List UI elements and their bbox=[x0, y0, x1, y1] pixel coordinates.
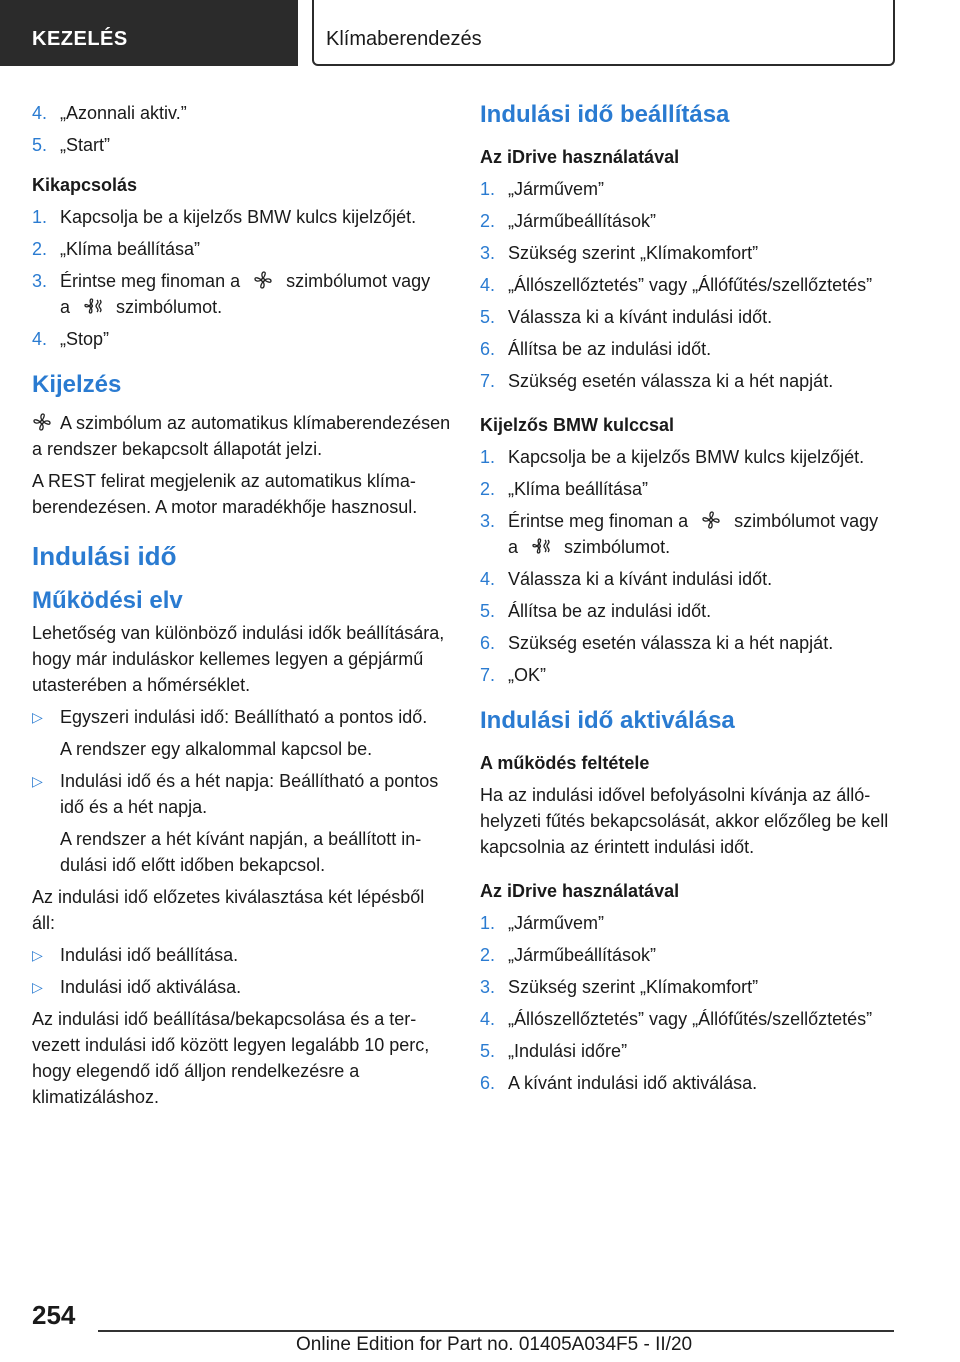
paragraph: Ha az indulási idővel befolyásolni kívánja az állóhelyzeti fűtés bekapcsolását, akkor előzőleg be kell kapcsolnia az érintett indulási időt. bbox=[480, 785, 889, 857]
list-item bbox=[480, 176, 900, 202]
list-text: „Járműbeállítások” bbox=[508, 945, 657, 965]
list-number: 5. bbox=[480, 601, 496, 621]
list-number: 1. bbox=[480, 179, 496, 199]
paragraph: A rendszer a hét kívánt napján, a beállított indulási idő előtt időben bekapcsol. bbox=[60, 829, 422, 875]
list-text: „OK” bbox=[508, 665, 546, 685]
list-number: 5. bbox=[480, 307, 496, 327]
list-item: ▷ Indulási idő beállítása. bbox=[32, 942, 452, 968]
list-number: 4. bbox=[480, 569, 496, 589]
list-text: Szükség szerint „Klímakomfort” bbox=[508, 243, 759, 263]
list-item bbox=[480, 240, 900, 266]
list-text: „Állószellőztetés” vagy „Állófűtés/szellőztetés” bbox=[508, 275, 873, 295]
left-column bbox=[32, 100, 452, 1116]
triangle-bullet-icon: ▷ bbox=[32, 773, 43, 789]
paragraph: A REST felirat megjelenik az automatikus klímaberendezésen. A motor maradékhője hasznosul. bbox=[32, 471, 418, 517]
list-item: ▷ Indulási idő aktiválása. bbox=[32, 974, 452, 1000]
kijelzes-heading: Kijelzés bbox=[32, 371, 122, 398]
list-item: 1. Kapcsolja be a kijelzős BMW kulcs kijelzőjét. bbox=[32, 207, 417, 227]
list-item: 4. „Stop” bbox=[32, 329, 110, 349]
list-item: ▷ Indulási idő és a hét napja: Beállítható a pontos idő és a hét napja. bbox=[32, 768, 452, 820]
paragraph: Az indulási idő előzetes kiválasztása két lépésből áll: bbox=[32, 887, 425, 933]
list-item bbox=[480, 566, 900, 592]
idrive-heading: Az iDrive használatával bbox=[480, 147, 680, 167]
list-text: Állítsa be az indulási időt. bbox=[508, 601, 712, 621]
paragraph: A szimbólum az automatikus klímaberendezésen a rendszer bekapcsolt állapotát jelzi. bbox=[32, 413, 451, 459]
idrive2-heading: Az iDrive használatával bbox=[480, 881, 680, 901]
idrive-list bbox=[480, 176, 900, 394]
right-column bbox=[480, 100, 900, 1102]
list-item bbox=[480, 662, 900, 688]
footer-divider bbox=[98, 1330, 894, 1332]
list-item: 4. „Azonnali aktiv.” bbox=[32, 103, 187, 123]
fan-icon bbox=[32, 412, 52, 432]
list-text: „Járművem” bbox=[508, 179, 605, 199]
list-item: 1. Kapcsolja be a kijelzős BMW kulcs kijelzőjét. bbox=[480, 447, 865, 467]
list-text: „Járművem” bbox=[508, 913, 605, 933]
list-item: 2. „Klíma beállítása” bbox=[32, 239, 201, 259]
list-text: Szükség szerint „Klímakomfort” bbox=[508, 977, 759, 997]
list-text: Válassza ki a kívánt indulási időt. bbox=[508, 307, 773, 327]
list-text: Válassza ki a kívánt indulási időt. bbox=[508, 569, 773, 589]
list-item bbox=[480, 1006, 900, 1032]
feltetel-heading: A működés feltétele bbox=[480, 753, 650, 773]
list-number: 7. bbox=[480, 371, 496, 391]
indulasi-ido-heading: Indulási idő bbox=[32, 541, 177, 571]
kulcs-list bbox=[480, 566, 900, 688]
list-item: 5. „Start” bbox=[32, 135, 111, 155]
idrive2-list bbox=[480, 910, 900, 1096]
list-item bbox=[480, 910, 900, 936]
list-item: ▷ Egyszeri indulási idő: Beállítható a pontos idő. bbox=[32, 704, 452, 730]
paragraph: A rendszer egy alkalommal kapcsol be. bbox=[60, 739, 373, 759]
footer-edition: Online Edition for Part no. 01405A034F5 - II/20 bbox=[296, 1334, 693, 1355]
list-item: 3. Érintse meg finoman a szimbólumot vagy a szimbólumot. bbox=[480, 511, 879, 557]
list-number: 1. bbox=[480, 913, 496, 933]
fan-icon bbox=[701, 510, 721, 530]
aktivalasa-heading: Indulási idő aktiválása bbox=[480, 707, 735, 734]
kulcs-heading: Kijelzős BMW kulccsal bbox=[480, 415, 675, 435]
list-item bbox=[480, 272, 900, 298]
list-number: 7. bbox=[480, 665, 496, 685]
list-number: 6. bbox=[480, 633, 496, 653]
list-item bbox=[480, 1038, 900, 1064]
list-number: 2. bbox=[480, 945, 496, 965]
list-text: „Állószellőztetés” vagy „Állófűtés/szellőztetés” bbox=[508, 1009, 873, 1029]
triangle-bullet-icon: ▷ bbox=[32, 979, 43, 995]
list-item bbox=[480, 304, 900, 330]
section-header: KEZELÉS bbox=[0, 0, 298, 66]
list-item: 3. Érintse meg finoman a szimbólumot vagy a szimbólumot. bbox=[32, 271, 431, 317]
triangle-bullet-icon: ▷ bbox=[32, 709, 43, 725]
list-number: 4. bbox=[480, 1009, 496, 1029]
list-text: Szükség esetén válassza ki a hét napját. bbox=[508, 633, 834, 653]
list-item bbox=[480, 336, 900, 362]
paragraph: Az indulási idő beállítása/bekapcsolása és a tervezett indulási idő között legyen legalább 10 perc, hogy elegendő idő álljon rendelkezésre a klimatizáláshoz. bbox=[32, 1009, 430, 1107]
beallitasa-heading: Indulási idő beállítása bbox=[480, 101, 730, 128]
list-item bbox=[480, 974, 900, 1000]
paragraph: Lehetőség van különböző indulási idők beállítására, hogy már induláskor kellemes legyen a gépjármű utasterében a hőmérséklet. bbox=[32, 623, 445, 695]
list-number: 3. bbox=[480, 243, 496, 263]
list-text: Állítsa be az indulási időt. bbox=[508, 339, 712, 359]
list-number: 6. bbox=[480, 339, 496, 359]
list-number: 6. bbox=[480, 1073, 496, 1093]
chapter-header: Klímaberendezés bbox=[312, 0, 895, 66]
list-number: 5. bbox=[480, 1041, 496, 1061]
fan-heat-icon bbox=[531, 536, 551, 556]
list-text: A kívánt indulási idő aktiválása. bbox=[508, 1073, 758, 1093]
kikapcsolas-heading: Kikapcsolás bbox=[32, 175, 138, 195]
fan-heat-icon bbox=[83, 296, 103, 316]
mukodesi-elv-heading: Működési elv bbox=[32, 587, 183, 614]
list-item bbox=[480, 368, 900, 394]
list-text: „Indulási időre” bbox=[508, 1041, 628, 1061]
triangle-bullet-icon: ▷ bbox=[32, 947, 43, 963]
list-item bbox=[480, 598, 900, 624]
page-number: 254 bbox=[32, 1300, 76, 1330]
list-number: 2. bbox=[480, 211, 496, 231]
list-item: 2. „Klíma beállítása” bbox=[480, 479, 649, 499]
list-item bbox=[480, 208, 900, 234]
list-item bbox=[480, 942, 900, 968]
list-number: 3. bbox=[480, 977, 496, 997]
fan-icon bbox=[253, 270, 273, 290]
list-text: Szükség esetén válassza ki a hét napját. bbox=[508, 371, 834, 391]
list-number: 4. bbox=[480, 275, 496, 295]
list-item bbox=[480, 1070, 900, 1096]
list-item bbox=[480, 630, 900, 656]
list-text: „Járműbeállítások” bbox=[508, 211, 657, 231]
